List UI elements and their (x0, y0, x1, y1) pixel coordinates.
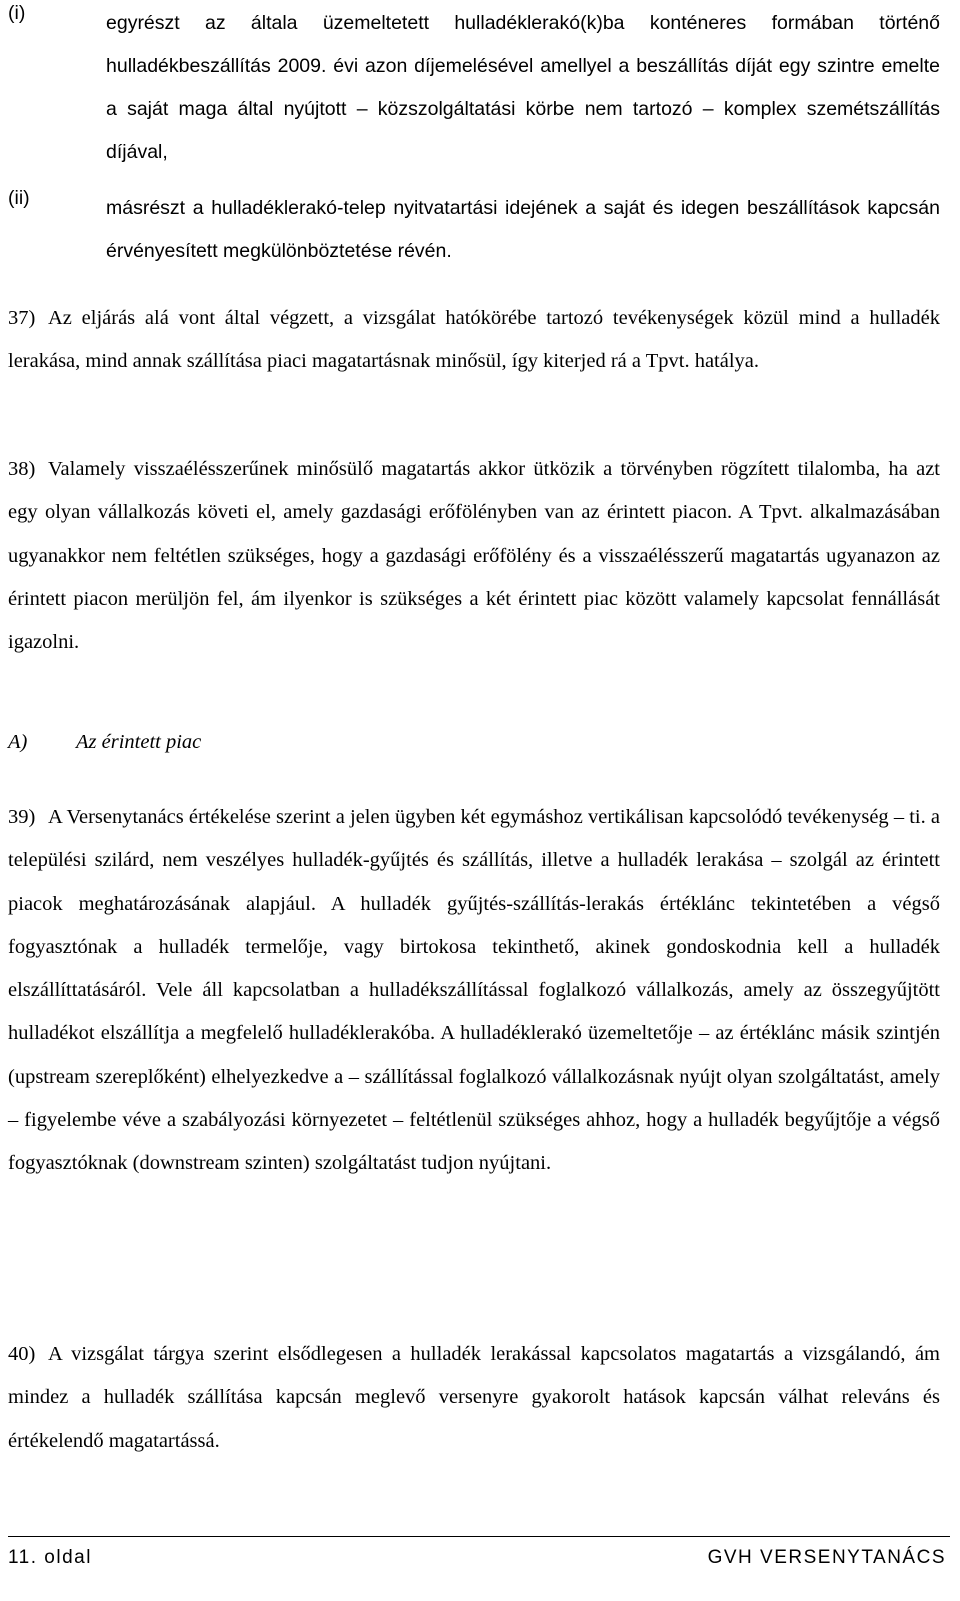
footer-divider (8, 1536, 950, 1537)
list-item-marker: (ii) (8, 187, 30, 209)
list-item-text: egyrészt az általa üzemeltetett hulladéklerakó(k)ba konténeres formában történő hulladékbeszállítás 2009. évi azon díjemelésével amellyel a beszállítás díját egy szintre emelte a saját maga által nyújtott – közszolgáltatási körbe nem tartozó – komplex szemétszállítás díjával, (106, 12, 940, 163)
paragraph-38 (8, 448, 940, 664)
list-item-ii (8, 187, 940, 273)
list-item-marker: (i) (8, 2, 26, 24)
footer-organization: GVH VERSENYTANÁCS (707, 1547, 946, 1568)
page-number: 11. oldal (8, 1547, 92, 1568)
paragraph-number: 39) (8, 806, 36, 828)
list-item-text: másrészt a hulladéklerakó-telep nyitvatartási idejének a saját és idegen beszállítások kapcsán érvényesített megkülönböztetése révén. (106, 197, 940, 262)
paragraph-40 (8, 1333, 940, 1463)
paragraph-37 (8, 297, 940, 384)
section-letter: A) (8, 731, 28, 753)
section-title: Az érintett piac (76, 731, 202, 753)
paragraph-number: 40) (8, 1343, 36, 1365)
paragraph-39 (8, 796, 940, 1186)
paragraph-text: Az eljárás alá vont által végzett, a vizsgálat hatókörébe tartozó tevékenységek közül mind a hulladék lerakása, mind annak szállítása piaci magatartásnak minősül, így kiterjed rá a Tpvt. hatálya. (8, 307, 940, 373)
paragraph-text: A Versenytanács értékelése szerint a jelen ügyben két egymáshoz vertikálisan kapcsolódó tevékenység – ti. a települési szilárd, nem veszélyes hulladék-gyűjtés és szállítás, illetve a hulladék lerakása – szolgál az érintett piacok meghatározásának alapjául. A hulladék gyűjtés-szállítás-lerakás értéklánc tekintetében a végső fogyasztónak a hulladék termelője, vagy birtokosa tekinthető, akinek gondoskodnia kell a hulladék elszállíttatásáról. Vele áll kapcsolatban a hulladékszállítással foglalkozó vállalkozás, amely az összegyűjtött hulladékot elszállítja a megfelelő hulladéklerakóba. A hulladéklerakó üzemeltetője – az értéklánc másik szintjén (upstream szereplőként) elhelyezkedve a – szállítással foglalkozó vállalkozásnak nyújt olyan szolgáltatást, amely – figyelembe véve a szabályozási környezetet – feltétlenül szükséges ahhoz, hogy a hulladék begyűjtője a végső fogyasztóknak (downstream szinten) szolgáltatást tudjon nyújtani. (8, 806, 940, 1175)
paragraph-number: 37) (8, 307, 36, 329)
paragraph-number: 38) (8, 458, 36, 480)
list-item-i (8, 2, 940, 174)
paragraph-text: A vizsgálat tárgya szerint elsődlegesen a hulladék lerakással kapcsolatos magatartás a vizsgálandó, ám mindez a hulladék szállítása kapcsán meglevő versenyre gyakorolt hatások kapcsán válhat releváns és értékelendő magatartássá. (8, 1343, 940, 1452)
paragraph-text: Valamely visszaélésszerűnek minősülő magatartás akkor ütközik a törvényben rögzített tilalomba, ha azt egy olyan vállalkozás követi el, amely gazdasági erőfölényben van az érintett piacon. A Tpvt. alkalmazásában ugyanakkor nem feltétlen szükséges, hogy a gazdasági erőfölény és a visszaélésszerű magatartás ugyanazon az érintett piacon merüljön fel, ám ilyenkor is szükséges a két érintett piac között valamely kapcsolat fennállását igazolni. (8, 458, 940, 654)
